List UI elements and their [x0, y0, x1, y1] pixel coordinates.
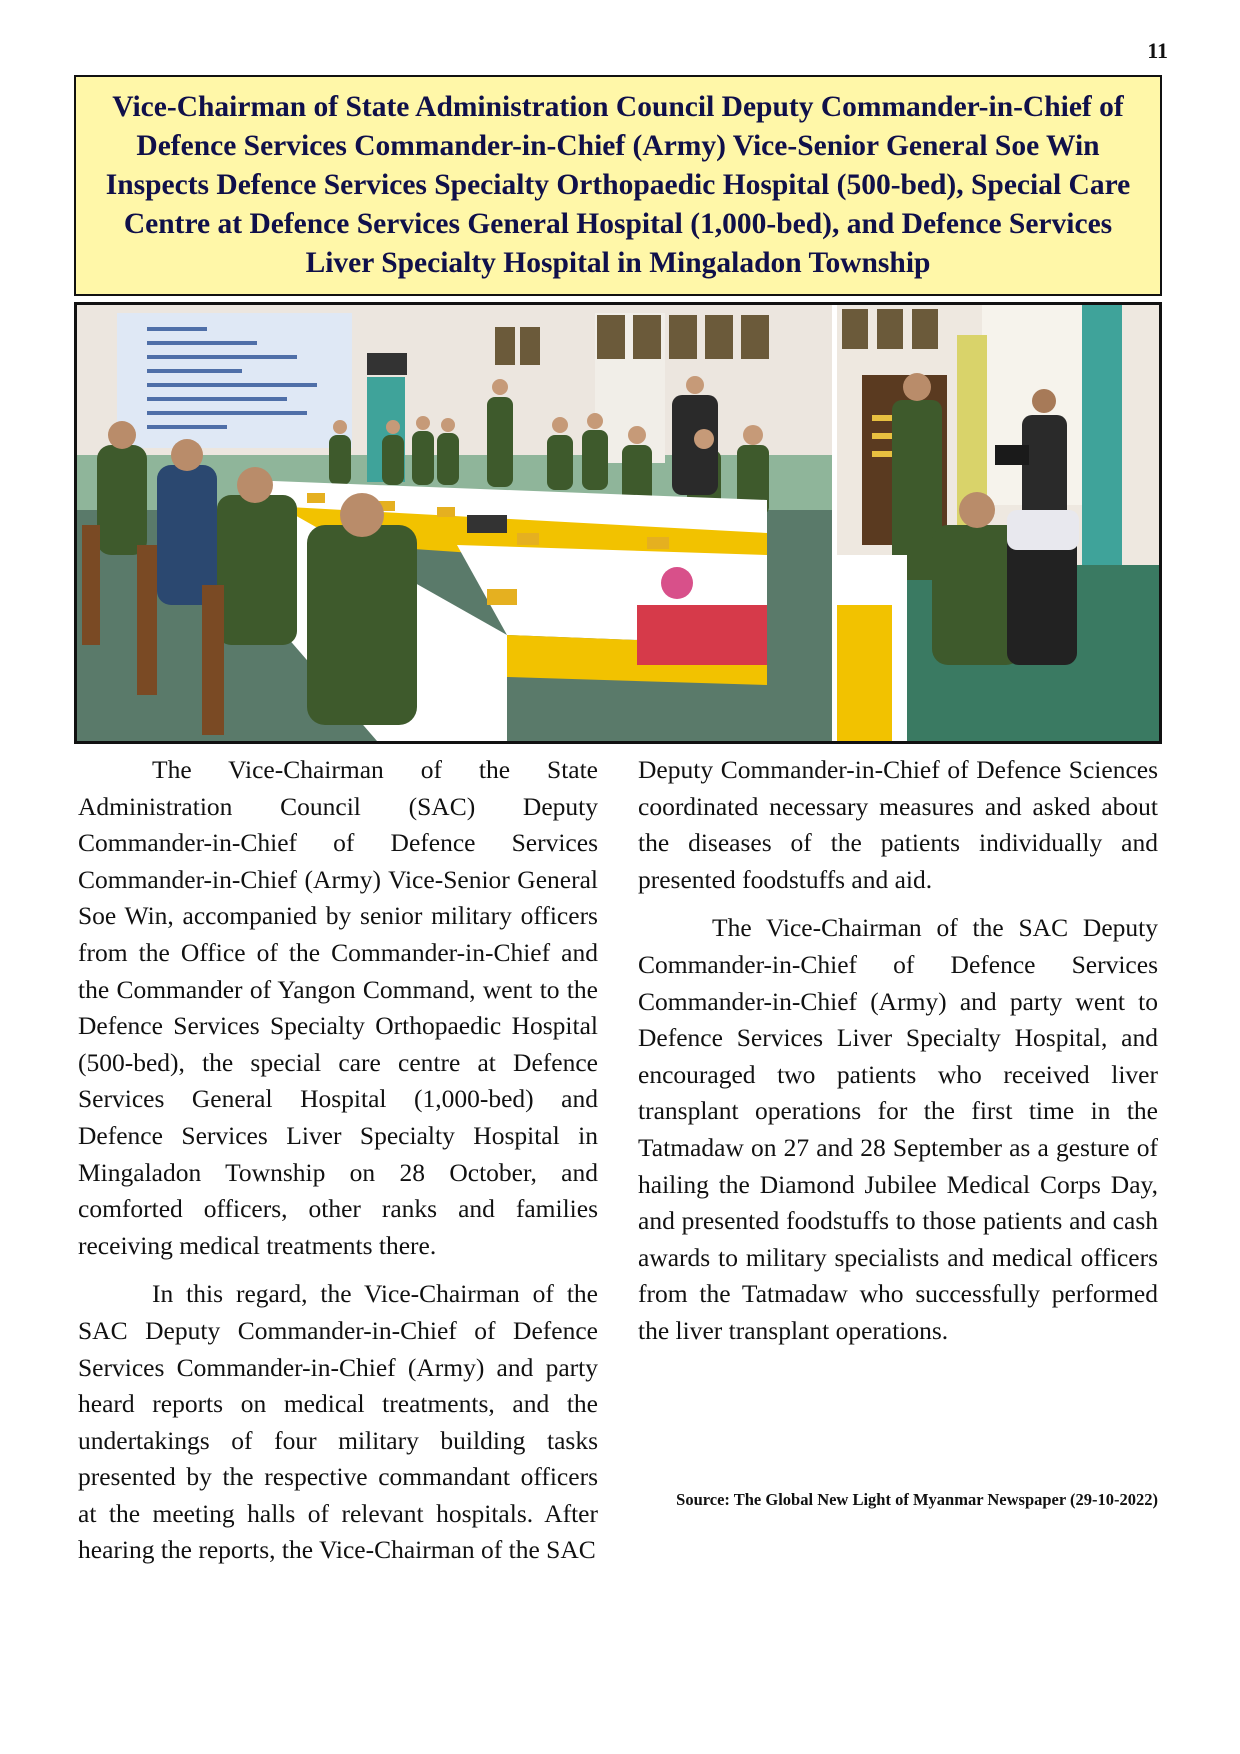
photo-left-panel [77, 305, 832, 741]
headline: Vice-Chairman of State Administration Council Deputy Commander-in-Chief of Defence Services Commander-in-Chief (Army) Vice-Senior General Soe Win Inspects Defence Services Specialty Orthopaedic Hospital (500-bed), Special Care Centre at Defence Services General Hospital (1,000-bed), and Defence Services Liver Specialty Hospital in Mingaladon Township [105, 91, 1131, 279]
headline-box [74, 75, 1162, 296]
article-paragraph: In this regard, the Vice-Chairman of the SAC Deputy Commander-in-Chief of Defence Services Commander-in-Chief (Army) and party heard reports on medical treatments, and the undertakings of four military building tasks presented by the respective commandant officers at the meeting halls of relevant hospitals. After hearing the reports, the Vice-Chairman of the SAC [78, 1279, 598, 1565]
source-credit: Source: The Global New Light of Myanmar Newspaper (29-10-2022) [676, 1490, 1158, 1509]
meeting-photo-illustration [77, 305, 1159, 741]
article-paragraph: The Vice-Chairman of the State Administration Council (SAC) Deputy Commander-in-Chief of Defence Services Commander-in-Chief (Army) Vice-Senior General Soe Win, accompanied by senior military officers from the Office of the Commander-in-Chief and the Commander of Yangon Command, went to the Defence Services Specialty Orthopaedic Hospital (500-bed), the special care centre at Defence Services General Hospital (1,000-bed) and Defence Services Liver Specialty Hospital in Mingaladon Township on 28 October, and comforted officers, other ranks and families receiving medical treatments there. [78, 755, 598, 1260]
photo-right-panel [837, 305, 1159, 741]
article-right-column [638, 752, 1158, 1362]
page-number: 11 [1147, 38, 1168, 63]
article-paragraph: The Vice-Chairman of the SAC Deputy Commander-in-Chief of Defence Services Commander-in-Chief (Army) and party went to Defence Services Liver Specialty Hospital, and encouraged two patients who received liver transplant operations for the first time in the Tatmadaw on 27 and 28 September as a gesture of hailing the Diamond Jubilee Medical Corps Day, and presented foodstuffs to those patients and cash awards to military specialists and medical officers from the Tatmadaw who successfully performed the liver transplant operations. [638, 913, 1158, 1345]
news-photo [74, 302, 1162, 744]
article-left-column [78, 752, 598, 1581]
article-paragraph: Deputy Commander-in-Chief of Defence Sciences coordinated necessary measures and asked about the diseases of the patients individually and presented foodstuffs and aid. [638, 755, 1158, 894]
